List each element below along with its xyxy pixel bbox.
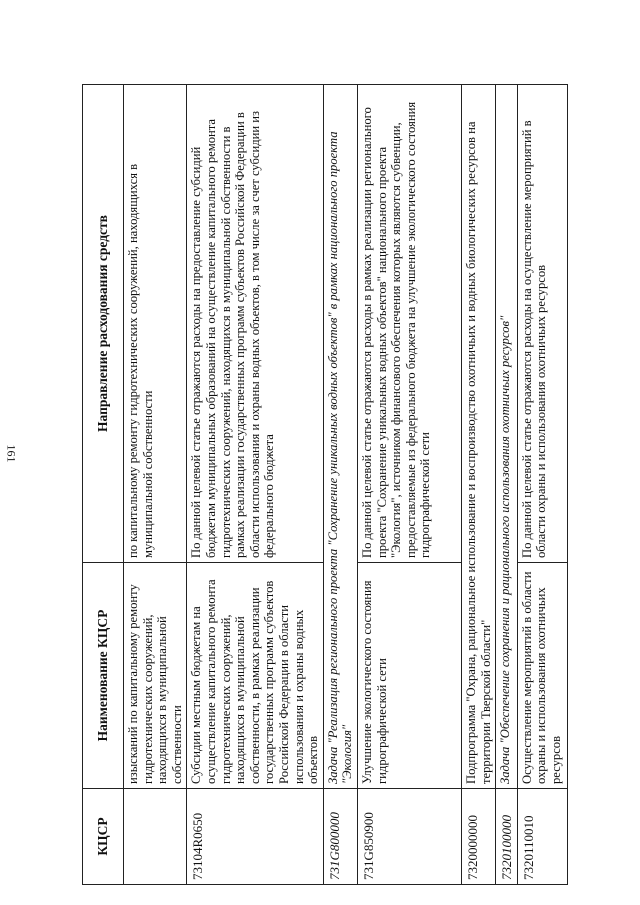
rotated-table-container (82, 85, 572, 885)
row-direction: по капитальному ремонту гидротехнических сооружений, находящихся в муниципальной собственности (124, 85, 187, 563)
kcsr-table (82, 84, 568, 885)
row-code: 7320000000 (461, 789, 495, 885)
row-name: Осуществление мероприятий в области охраны и использования охотничьих ресурсов (517, 563, 567, 789)
table-row (124, 85, 187, 885)
table-header-row (83, 85, 124, 885)
row-code (124, 789, 187, 885)
task-row (496, 85, 518, 885)
row-code: 7320110010 (517, 789, 567, 885)
row-code: 7320100000 (496, 789, 518, 885)
page-number: 161 (4, 444, 19, 462)
header-name: Наименование КЦСР (83, 563, 124, 789)
header-code: КЦСР (83, 789, 124, 885)
row-name: Субсидии местным бюджетам на осуществление капитального ремонта гидротехнических сооружений, находящихся в муниципальной собственности, в рамках реализации государственных программ субъектов Российской Федерации в области использования и охраны водных объектов (187, 563, 323, 789)
task-row (323, 85, 357, 885)
row-name: изысканий по капитальному ремонту гидротехнических сооружений, находящихся в муниципальной собственности (124, 563, 187, 789)
row-name: Улучшение экологического состояния гидрографической сети (357, 563, 461, 789)
row-code: 731G800000 (323, 789, 357, 885)
program-title: Подпрограмма "Охрана, рациональное использование и воспроизводство охотничьих и водных биологических ресурсов на территории Тверской области" (461, 85, 495, 789)
row-direction: По данной целевой статье отражаются расходы в рамках реализации регионального проекта "Сохранение уникальных водных объектов" национального проекта "Экология", источником финансового обеспечения которых являются субвенции, предоставляемые из федерального бюджета на улучшение экологического состояния гидрографической сети (357, 85, 461, 563)
program-row (461, 85, 495, 885)
row-direction: По данной целевой статье отражаются расходы на предоставление субсидий бюджетам муниципальных образований на осуществление капитального ремонта гидротехнических сооружений, находящихся в муниципальной собственности в рамках реализации государственных программ субъектов Российской Федерации в области использования и охраны водных объектов, в том числе за счет субсидии из федерального бюджета (187, 85, 323, 563)
row-code: 73104R0650 (187, 789, 323, 885)
table-row (187, 85, 323, 885)
header-direction: Направление расходования средств (83, 85, 124, 563)
row-code: 731G850900 (357, 789, 461, 885)
task-title: Задача "Реализация регионального проекта "Сохранение уникальных водных объектов" в рамках национального проекта "Экология" (323, 85, 357, 789)
task-title: Задача "Обеспечение сохранения и рационального использования охотничьих ресурсов" (496, 85, 518, 789)
table-row (357, 85, 461, 885)
row-direction: По данной целевой статье отражаются расходы на осуществление мероприятий в области охраны и использования охотничьих ресурсов (517, 85, 567, 563)
table-row (517, 85, 567, 885)
